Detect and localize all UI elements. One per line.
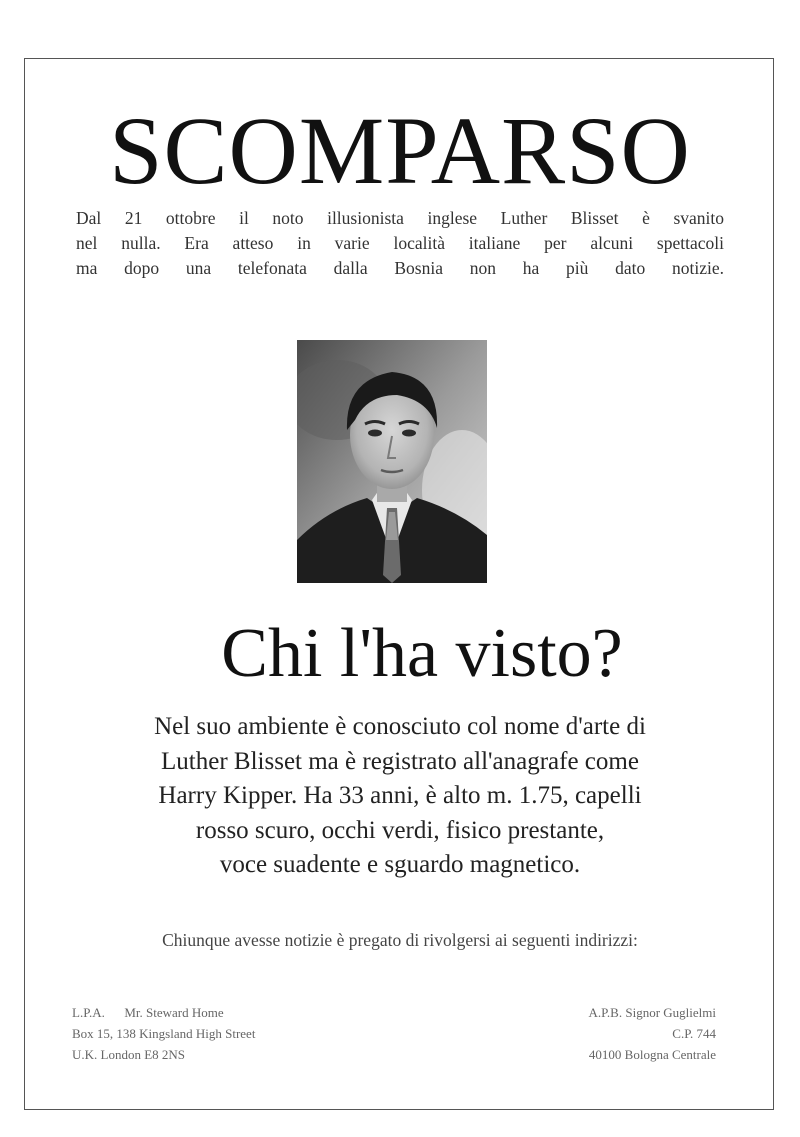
- contact-call: Chiunque avesse notizie è pregato di rivolgersi ai seguenti indirizzi:: [162, 930, 638, 950]
- address-line: 40100 Bologna Centrale: [588, 1047, 716, 1062]
- description-line: rosso scuro, occhi verdi, fisico prestante,: [195, 816, 605, 844]
- description-line: Luther Blisset ma è registrato all'anagrafe come: [161, 747, 639, 775]
- description-line: Harry Kipper. Ha 33 anni, è alto m. 1.75, capelli: [158, 782, 642, 809]
- intro-line: nel nulla. Era atteso in varie località italiane per alcuni spettacoli: [76, 233, 724, 253]
- address-left: [72, 1002, 392, 1065]
- missing-person-photo: [297, 340, 487, 583]
- address-line: U.K. London E8 2NS: [72, 1047, 186, 1062]
- intro-line: Dal 21 ottobre il noto illusionista inglese Luther Blisset è svanito: [76, 208, 724, 228]
- intro-line: ma dopo una telefonata dalla Bosnia non ha più dato notizie.: [76, 258, 724, 278]
- headline: SCOMPARSO: [109, 97, 691, 204]
- description-paragraph: [40, 710, 760, 883]
- portrait-illustration: [297, 340, 487, 583]
- description-line: voce suadente e sguardo magnetico.: [219, 851, 581, 878]
- intro-paragraph: [76, 206, 724, 281]
- address-line: A.P.B. Signor Guglielmi: [588, 1005, 716, 1020]
- question-heading: Chi l'ha visto?: [221, 615, 623, 692]
- address-line: Box 15, 138 Kingsland High Street: [72, 1026, 256, 1041]
- description-line: Nel suo ambiente è conosciuto col nome d'arte di: [154, 713, 646, 740]
- address-right: [420, 1002, 716, 1065]
- address-line: L.P.A. Mr. Steward Home: [72, 1005, 224, 1020]
- address-line: C.P. 744: [672, 1026, 716, 1041]
